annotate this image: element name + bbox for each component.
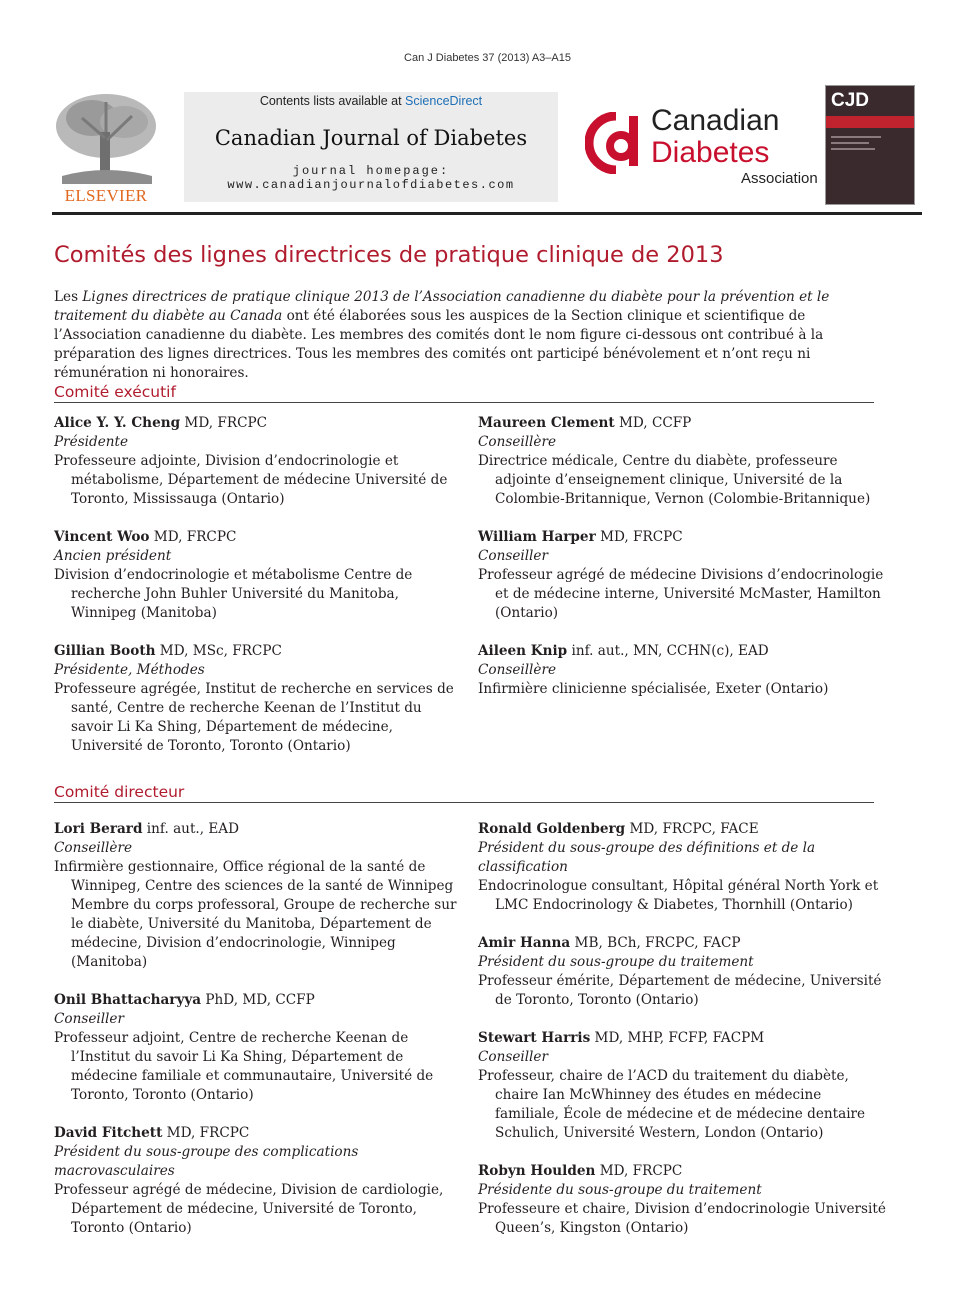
member-role: Présidente du sous-groupe du traitement [478, 1182, 762, 1198]
member-name: Amir Hanna [478, 935, 571, 951]
member-credentials: inf. aut., EAD [142, 821, 240, 837]
member-name: Gillian Booth [54, 643, 156, 659]
member-affiliation: Professeur, chaire de l’ACD du traitement du diabète, chaire Ian McWhinney des études en médecine familiale, École de médecine et de médecine dentaire Schulich, Université Western, London (Ontario) [478, 1068, 866, 1141]
executive-right-column [478, 414, 888, 718]
cover-band [826, 116, 914, 128]
member-entry [478, 934, 888, 1010]
member-credentials: MD, FRCPC, FACE [625, 821, 759, 837]
intro-after: ont été élaborées sous les auspices de la Section clinique et scientifique de l’Association canadienne du diabète. Les membres des comités dont le nom figure ci-dessous ont contribué à la préparation des lignes directrices. Tous les membres des comités ont participé bénévolement et n’ont reçu ni rémunération ni honoraires. [54, 308, 824, 381]
member-entry [478, 528, 888, 623]
member-name: Onil Bhattacharyya [54, 992, 202, 1008]
sciencedirect-link[interactable]: ScienceDirect [405, 94, 483, 108]
member-affiliation: Professeur agrégé de médecine Divisions d’endocrinologie et de médecine interne, Université McMaster, Hamilton (Ontario) [478, 567, 884, 621]
contents-line [184, 94, 558, 108]
member-entry [54, 528, 464, 623]
member-name: Vincent Woo [54, 529, 150, 545]
member-entry [478, 1029, 888, 1143]
member-role: Président du sous-groupe du traitement [478, 954, 754, 970]
steering-right-column [478, 820, 888, 1257]
member-credentials: MD, FRCPC [595, 529, 683, 545]
member-affiliation: Professeur agrégé de médecine, Division de cardiologie, Département de médecine, Université de Toronto, Toronto (Ontario) [54, 1182, 444, 1236]
member-affiliation: Professeur émérite, Département de médecine, Université de Toronto, Toronto (Ontario) [478, 973, 882, 1008]
publisher-name: ELSEVIER [64, 186, 148, 205]
cda-mark-icon [585, 112, 647, 174]
masthead-divider [52, 212, 922, 215]
journal-name: Canadian Journal of Diabetes [214, 126, 528, 150]
masthead [52, 88, 920, 206]
member-entry [54, 414, 464, 509]
cover-title: CJD [831, 90, 870, 111]
member-entry [478, 414, 888, 509]
contents-prefix: Contents lists available at [259, 94, 406, 108]
cda-line-2: Diabetes [651, 136, 770, 169]
steering-left-column [54, 820, 464, 1257]
intro-before: Les [54, 289, 83, 305]
journal-citation: Can J Diabetes 37 (2013) A3–A15 [404, 52, 571, 64]
cda-logo[interactable] [585, 104, 818, 190]
member-affiliation: Professeure adjointe, Division d’endocrinologie et métabolisme, Département de médecine Université de Toronto, Mississauga (Ontario) [54, 453, 448, 507]
member-name: Alice Y. Y. Cheng [54, 415, 181, 431]
member-name: Robyn Houlden [478, 1163, 596, 1179]
member-credentials: MD, FRCPC [149, 529, 237, 545]
member-role: Conseillère [478, 434, 556, 450]
cover-rule [831, 142, 869, 144]
member-affiliation: Professeur adjoint, Centre de recherche Keenan de l’Institut du savoir Li Ka Shing, Département de médecine familiale et communautaire, Université de Toronto, Toronto (Ontario) [54, 1030, 434, 1103]
member-credentials: PhD, MD, CCFP [201, 992, 315, 1008]
member-affiliation: Division d’endocrinologie et métabolisme Centre de recherche John Buhler Université du Manitoba, Winnipeg (Manitoba) [54, 567, 413, 621]
member-affiliation: Professeure agrégée, Institut de recherche en services de santé, Centre de recherche Keenan de l’Institut du savoir Li Ka Shing, Département de médecine, Université de Toronto, Toronto (Ontario) [54, 681, 454, 754]
member-credentials: MD, FRCPC [180, 415, 268, 431]
member-role: Président du sous-groupe des définitions et de la classification [478, 840, 816, 875]
member-role: Conseillère [54, 840, 132, 856]
member-entry [54, 820, 464, 972]
member-name: Stewart Harris [478, 1030, 591, 1046]
member-name: William Harper [478, 529, 596, 545]
member-role: Présidente [54, 434, 129, 450]
elsevier-logo[interactable] [52, 88, 160, 206]
member-credentials: MB, BCh, FRCPC, FACP [570, 935, 741, 951]
member-entry [54, 642, 464, 756]
member-name: Ronald Goldenberg [478, 821, 626, 837]
member-entry [478, 642, 888, 699]
homepage-label: journal homepage: [292, 164, 450, 178]
cda-wordmark [651, 106, 818, 186]
member-name: Lori Berard [54, 821, 143, 837]
member-credentials: MD, MSc, FRCPC [155, 643, 282, 659]
intro-paragraph [54, 288, 876, 383]
member-name: Aileen Knip [478, 643, 568, 659]
member-role: Ancien président [54, 548, 172, 564]
member-affiliation: Directrice médicale, Centre du diabète, professeure adjointe d’enseignement clinique, Université de la Colombie-Britannique, Vernon (Colombie-Britannique) [478, 453, 871, 507]
intro-guidelines-title: Lignes directrices de pratique clinique 2013 de l’Association canadienne du diabète pour la prévention et le traitement du diabète au Canada [54, 289, 830, 324]
article-title: Comités des lignes directrices de pratique clinique de 2013 [54, 242, 724, 268]
member-affiliation: Infirmière clinicienne spécialisée, Exeter (Ontario) [478, 681, 829, 697]
member-name: David Fitchett [54, 1125, 163, 1141]
member-entry [54, 1124, 464, 1238]
member-credentials: inf. aut., MN, CCHN(c), EAD [567, 643, 769, 659]
member-affiliation: Infirmière gestionnaire, Office régional de la santé de Winnipeg, Centre des sciences de la santé de Winnipeg Membre du corps professoral, Groupe de recherche sur le diabète, Université du Manitoba, Département de médecine, Division d’endocrinologie, Winnipeg (Manitoba) [54, 859, 457, 970]
journal-cover[interactable] [825, 85, 915, 205]
cda-line-3: Association [741, 170, 818, 187]
member-name: Maureen Clement [478, 415, 615, 431]
member-entry [478, 1162, 888, 1238]
member-entry [478, 820, 888, 915]
member-entry [54, 991, 464, 1105]
journal-box [184, 92, 558, 202]
homepage-url[interactable]: www.canadianjournalofdiabetes.com [227, 178, 515, 192]
member-credentials: MD, MHP, FCFP, FACPM [590, 1030, 765, 1046]
member-role: Président du sous-groupe des complications macrovasculaires [54, 1144, 359, 1179]
cover-rule [831, 148, 875, 150]
member-affiliation: Professeure et chaire, Division d’endocrinologie Université Queen’s, Kingston (Ontario) [478, 1201, 886, 1236]
section-heading-steering: Comité directeur [54, 783, 874, 803]
section-heading-executive: Comité exécutif [54, 383, 874, 403]
member-role: Présidente, Méthodes [54, 662, 205, 678]
cover-rule [831, 136, 881, 138]
member-credentials: MD, CCFP [614, 415, 692, 431]
member-role: Conseiller [478, 548, 548, 564]
executive-left-column [54, 414, 464, 775]
member-role: Conseillère [478, 662, 556, 678]
member-role: Conseiller [478, 1049, 548, 1065]
elsevier-tree-icon [52, 88, 160, 184]
member-credentials: MD, FRCPC [595, 1163, 683, 1179]
member-role: Conseiller [54, 1011, 124, 1027]
member-affiliation: Endocrinologue consultant, Hôpital général North York et LMC Endocrinology & Diabetes, Thornhill (Ontario) [478, 878, 879, 913]
cda-line-1: Canadian [651, 104, 780, 137]
member-credentials: MD, FRCPC [162, 1125, 250, 1141]
